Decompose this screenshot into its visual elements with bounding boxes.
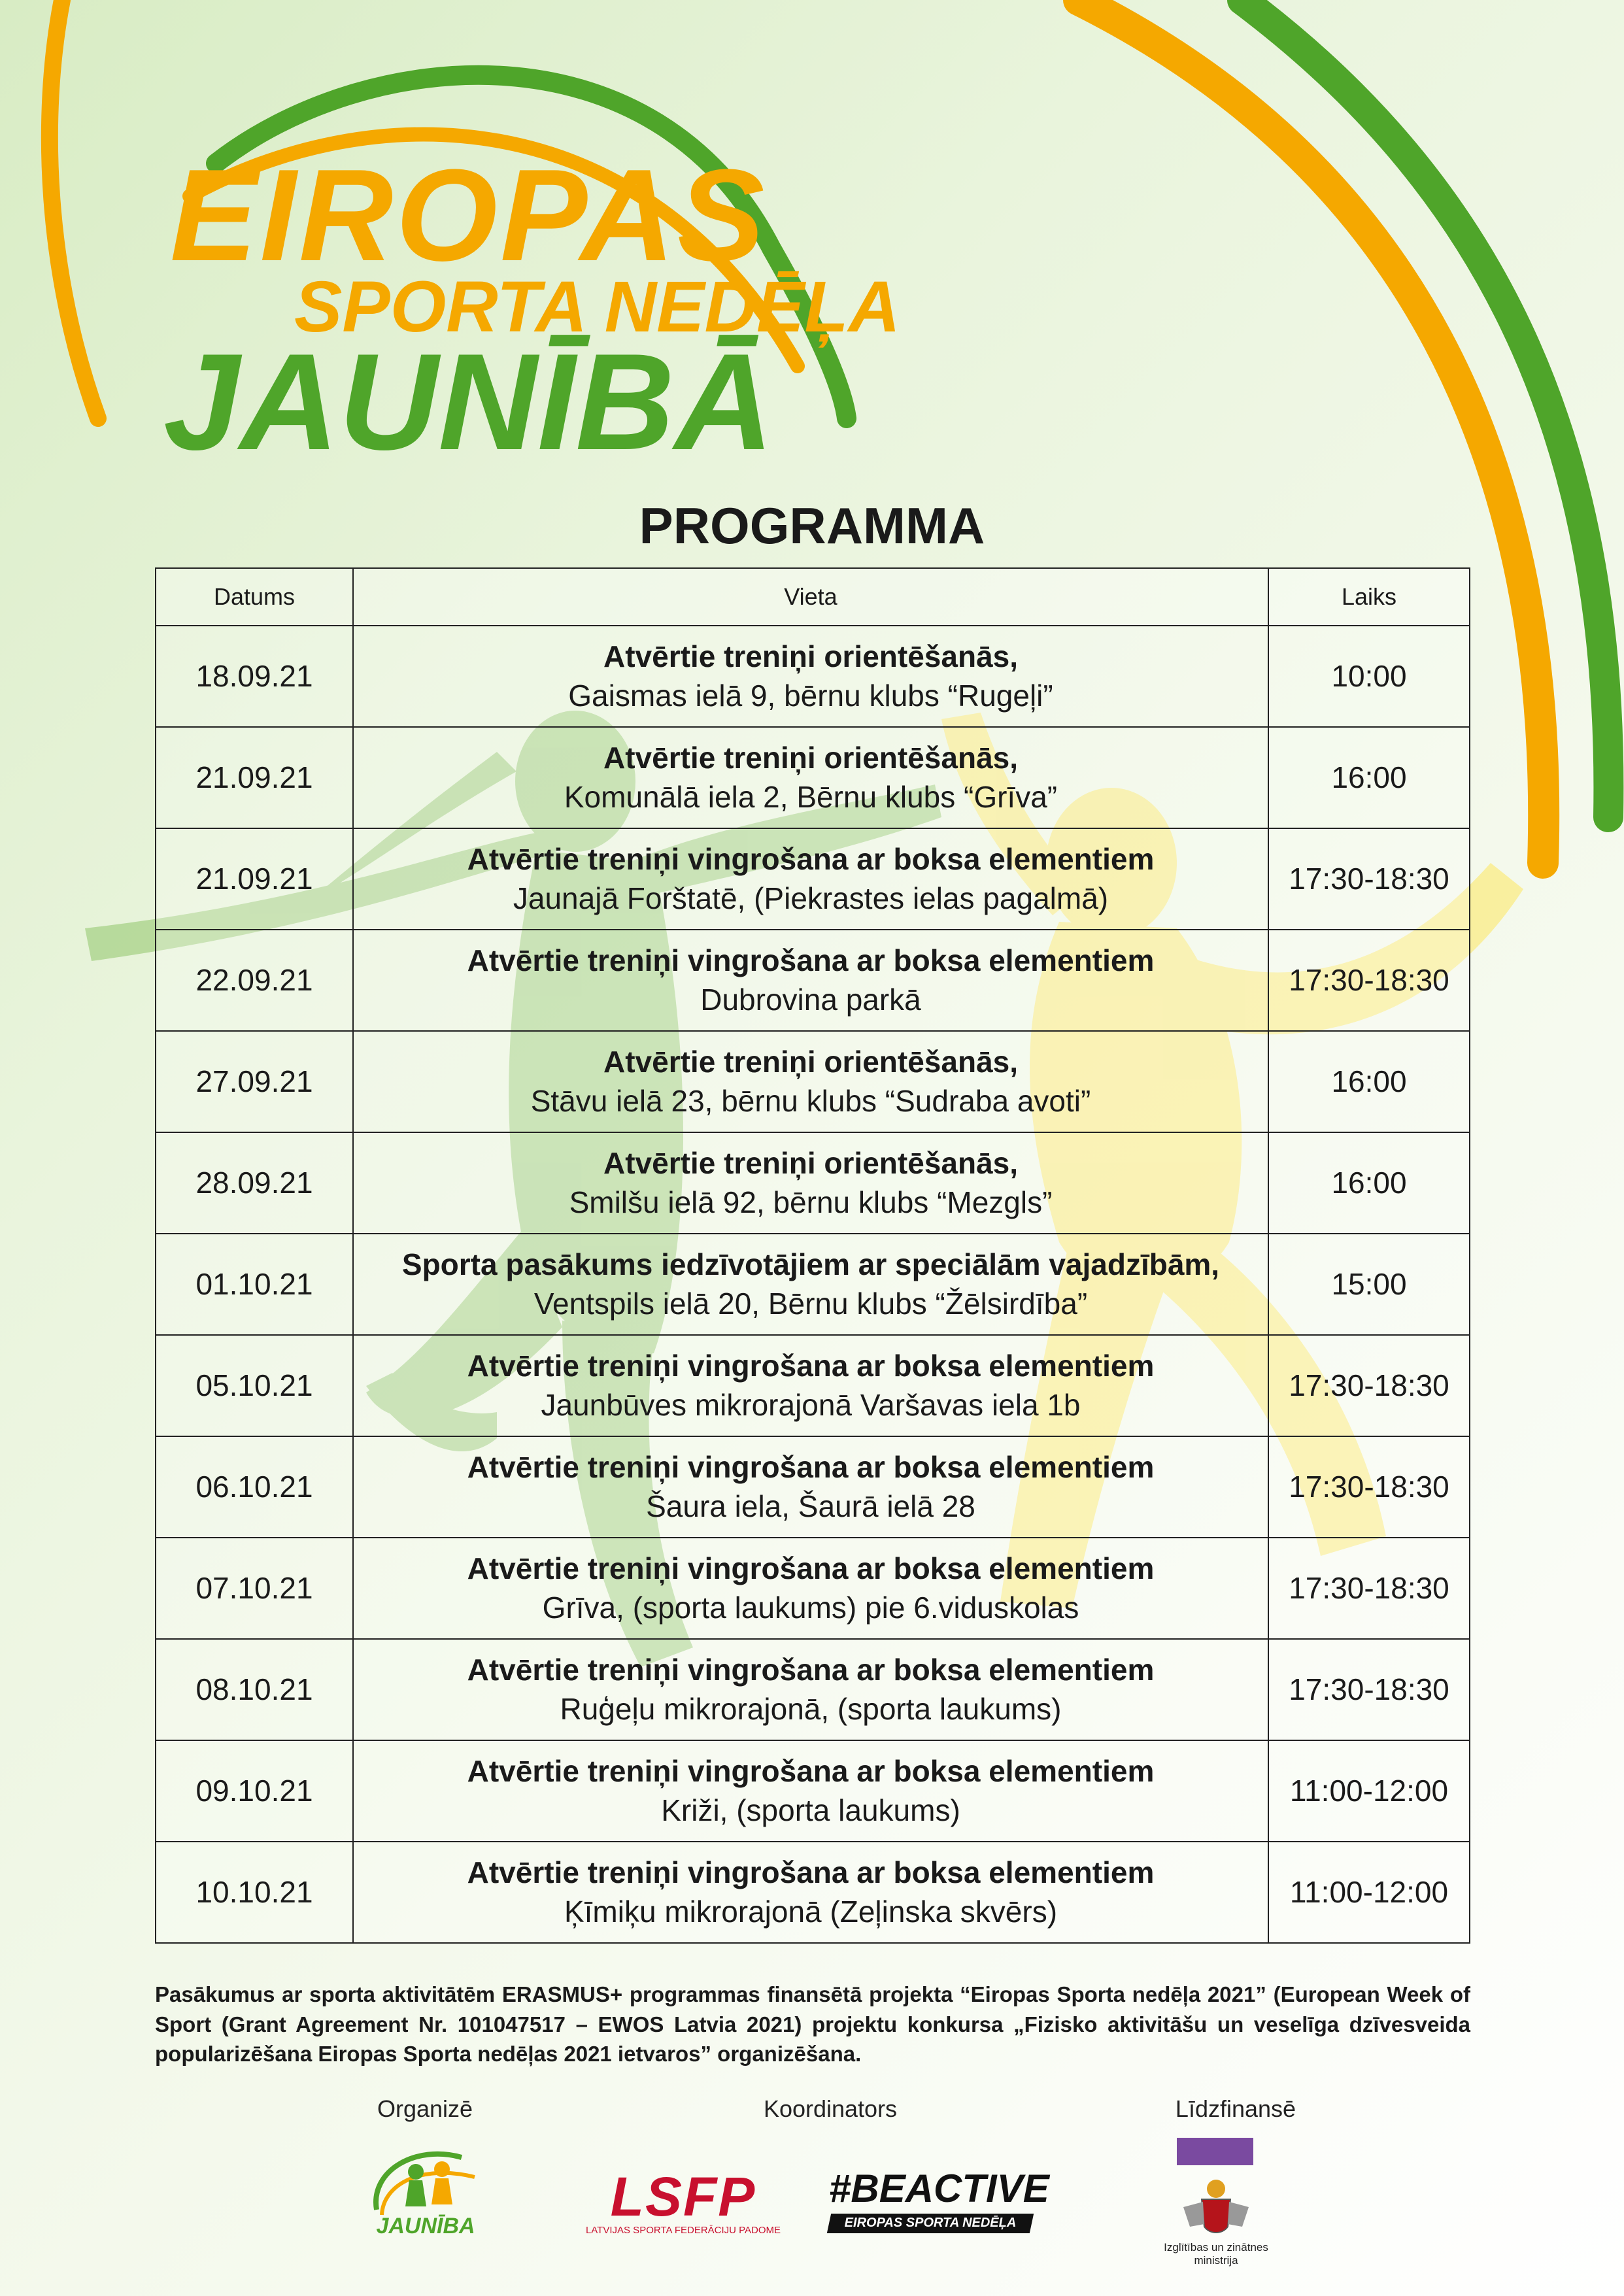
- event-date: 22.09.21: [156, 930, 353, 1031]
- table-header-row: [156, 568, 1470, 626]
- event-place-cell: [353, 1234, 1268, 1335]
- column-header-place: Vieta: [353, 568, 1268, 626]
- event-time: 17:30-18:30: [1268, 930, 1470, 1031]
- table-row: [156, 930, 1470, 1031]
- event-time: 17:30-18:30: [1268, 1335, 1470, 1436]
- event-date: 21.09.21: [156, 828, 353, 930]
- event-place-cell: [353, 1335, 1268, 1436]
- ministry-logo-text: Izglītības un zinātnes ministrija: [1164, 2241, 1268, 2267]
- cofinance-label: Līdzfinansē: [1175, 2095, 1296, 2122]
- table-row: [156, 828, 1470, 930]
- event-time: 17:30-18:30: [1268, 1436, 1470, 1538]
- event-title: Atvērtie treniņi vingrošana ar boksa elementiem: [467, 1753, 1155, 1788]
- event-location: Jaunbūves mikrorajonā Varšavas iela 1b: [541, 1387, 1081, 1422]
- column-header-date: Datums: [156, 568, 353, 626]
- table-row: [156, 1335, 1470, 1436]
- event-date: 06.10.21: [156, 1436, 353, 1538]
- event-date: 28.09.21: [156, 1132, 353, 1234]
- beactive-logo-subtext: EIROPAS SPORTA NEDĒĻA: [844, 2216, 1017, 2230]
- event-location: Komunālā iela 2, Bērnu klubs “Grīva”: [564, 779, 1058, 814]
- table-row: [156, 1436, 1470, 1538]
- event-title: Atvērtie treniņi vingrošana ar boksa elementiem: [467, 1551, 1155, 1585]
- event-title: Atvērtie treniņi vingrošana ar boksa elementiem: [467, 1449, 1155, 1484]
- event-title: Atvērtie treniņi vingrošana ar boksa elementiem: [467, 943, 1155, 977]
- coat-of-arms-icon: [1164, 2174, 1268, 2240]
- event-place-cell: [353, 1842, 1268, 1943]
- event-title: Atvērtie treniņi vingrošana ar boksa elementiem: [467, 1652, 1155, 1687]
- title-line-eiropas: EIROPAS: [170, 143, 768, 288]
- table-row: [156, 1031, 1470, 1132]
- event-date: 09.10.21: [156, 1740, 353, 1842]
- event-location: Grīva, (sporta laukums) pie 6.viduskolas: [542, 1590, 1079, 1625]
- event-title: Atvērtie treniņi orientēšanās,: [603, 639, 1018, 673]
- event-location: Ķīmiķu mikrorajonā (Zeļinska skvērs): [564, 1894, 1058, 1929]
- event-place-cell: [353, 828, 1268, 930]
- event-time: 11:00-12:00: [1268, 1740, 1470, 1842]
- coordinator-label: Koordinators: [763, 2095, 898, 2122]
- event-location: Stāvu ielā 23, bērnu klubs “Sudraba avoti”: [530, 1083, 1091, 1118]
- event-location: Križi, (sporta laukums): [661, 1793, 960, 1827]
- event-place-cell: [353, 1132, 1268, 1234]
- event-place-cell: [353, 626, 1268, 727]
- event-title: Sporta pasākums iedzīvotājiem ar speciālām vajadzībām,: [401, 1247, 1220, 1281]
- table-body: [156, 626, 1470, 1943]
- event-location: Šaura iela, Šaurā ielā 28: [646, 1489, 975, 1523]
- table-row: [156, 1842, 1470, 1943]
- event-title-logo: [163, 143, 1013, 490]
- funding-note: Pasākumus ar sporta aktivitātēm ERASMUS+ programmas finansētā projekta “Eiropas Sporta nedēļa 2021” (European Week of Sport (Grant Agreement Nr. 101047517 – EWOS Latvia 2021) projektu konkursa „Fizisko aktivitāšu un veselīga dzīvesveida popularizēšana Eiropas Sporta nedēļas 2021 ietvaros” organizēšana.: [155, 1982, 1470, 2067]
- event-time: 10:00: [1268, 626, 1470, 727]
- event-time: 16:00: [1268, 1031, 1470, 1132]
- event-title: Atvērtie treniņi vingrošana ar boksa elementiem: [467, 1348, 1155, 1383]
- event-date: 27.09.21: [156, 1031, 353, 1132]
- title-line-sporta-nedela: SPORTA NEDĒĻA: [294, 267, 900, 347]
- event-location: Smilšu ielā 92, bērnu klubs “Mezgls”: [569, 1185, 1053, 1219]
- event-time: 15:00: [1268, 1234, 1470, 1335]
- left-orange-swoosh: [50, 0, 98, 418]
- lsfp-logo: [585, 2166, 781, 2241]
- event-place-cell: [353, 1031, 1268, 1132]
- jauniba-logo: [364, 2138, 488, 2249]
- table-row: [156, 626, 1470, 727]
- event-place-cell: [353, 1639, 1268, 1740]
- event-time: 17:30-18:30: [1268, 1538, 1470, 1639]
- program-table: [155, 567, 1470, 1944]
- event-location: Gaismas ielā 9, bērnu klubs “Rugeļi”: [568, 678, 1053, 713]
- table-row: [156, 1740, 1470, 1842]
- event-date: 05.10.21: [156, 1335, 353, 1436]
- event-location: Jaunajā Forštatē, (Piekrastes ielas pagalmā): [513, 881, 1109, 915]
- event-date: 10.10.21: [156, 1842, 353, 1943]
- table-row: [156, 1234, 1470, 1335]
- page-title: PROGRAMMA: [639, 497, 985, 554]
- table-row: [156, 1132, 1470, 1234]
- lsfp-logo-subtext: LATVIJAS SPORTA FEDERĀCIJU PADOME: [585, 2225, 781, 2236]
- event-date: 21.09.21: [156, 727, 353, 828]
- event-date: 01.10.21: [156, 1234, 353, 1335]
- event-time: 11:00-12:00: [1268, 1842, 1470, 1943]
- lsfp-logo-text: LSFP: [610, 2166, 756, 2227]
- event-date: 07.10.21: [156, 1538, 353, 1639]
- organizer-label: Organizē: [377, 2095, 473, 2122]
- beactive-logo-text: #BEACTIVE: [829, 2167, 1049, 2210]
- title-line-jauniba: JAUNĪBĀ: [163, 325, 774, 479]
- event-place-cell: [353, 930, 1268, 1031]
- ministry-logo: [1164, 2138, 1268, 2269]
- event-location: Ventspils ielā 20, Bērnu klubs “Žēlsirdība”: [533, 1286, 1088, 1321]
- event-place-cell: [353, 1436, 1268, 1538]
- table-row: [156, 1538, 1470, 1639]
- table-row: [156, 727, 1470, 828]
- event-title: Atvērtie treniņi vingrošana ar boksa elementiem: [467, 1855, 1155, 1889]
- event-title: Atvērtie treniņi orientēšanās,: [603, 1145, 1018, 1180]
- event-place-cell: [353, 727, 1268, 828]
- event-title: Atvērtie treniņi vingrošana ar boksa elementiem: [467, 841, 1155, 876]
- event-time: 17:30-18:30: [1268, 828, 1470, 930]
- column-header-time: Laiks: [1268, 568, 1470, 626]
- event-title: Atvērtie treniņi orientēšanās,: [603, 1044, 1018, 1079]
- event-location: Dubrovina parkā: [700, 982, 921, 1017]
- event-time: 16:00: [1268, 1132, 1470, 1234]
- event-place-cell: [353, 1740, 1268, 1842]
- purple-bar: [1177, 2138, 1253, 2165]
- jauniba-logo-text: JAUNĪBA: [376, 2214, 475, 2238]
- beactive-logo: [829, 2167, 1049, 2235]
- event-title: Atvērtie treniņi orientēšanās,: [603, 740, 1018, 775]
- event-time: 17:30-18:30: [1268, 1639, 1470, 1740]
- event-date: 18.09.21: [156, 626, 353, 727]
- event-date: 08.10.21: [156, 1639, 353, 1740]
- event-place-cell: [353, 1538, 1268, 1639]
- table-row: [156, 1639, 1470, 1740]
- event-location: Ruģeļu mikrorajonā, (sporta laukums): [560, 1691, 1062, 1726]
- event-time: 16:00: [1268, 727, 1470, 828]
